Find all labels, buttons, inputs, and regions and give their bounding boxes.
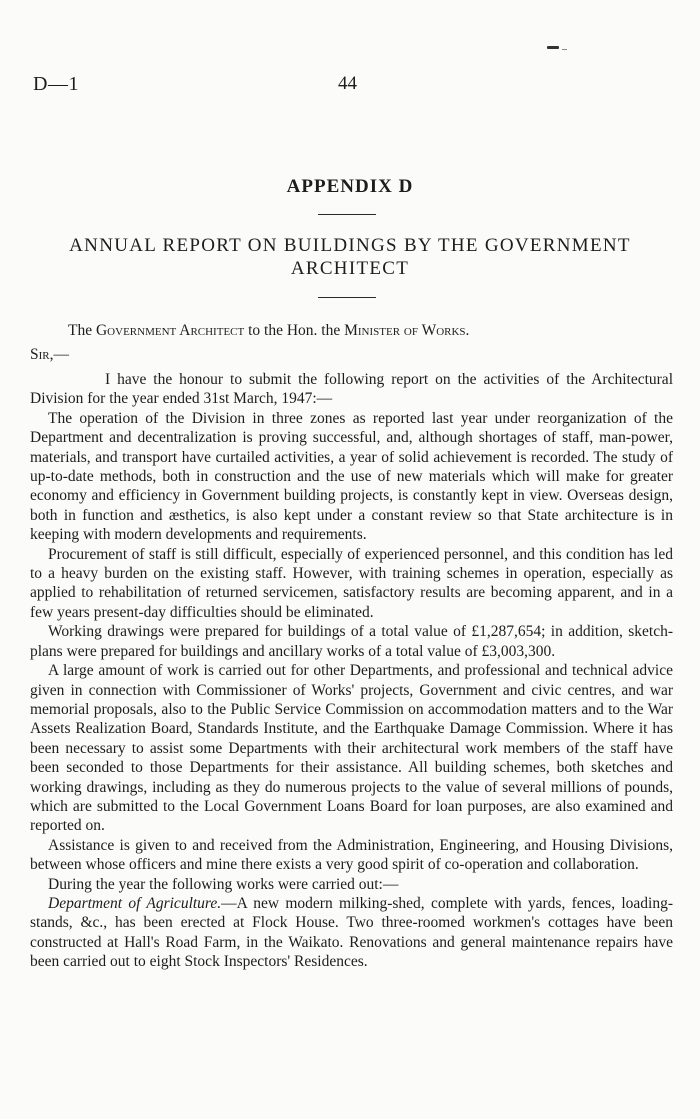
- address-recipient: Minister of Works: [344, 322, 466, 339]
- document-code: D—1: [33, 73, 79, 95]
- department-works: —A new modern milking-shed, complete with yards, fences, loading-stands, &c., has been erected at Flock House. Two three-roomed workmen's cottages have been constructed at Hall's Road Farm, in the Waikato. Renovations and general maintenance repairs have been carried out to eight Stock Inspectors' Residences.: [30, 894, 673, 971]
- paragraph-other-departments: A large amount of work is carried out for other Departments, and professional and technical advice given in connection with Commissioner of Works' projects, Government and civic centres, and war memorial proposals, also to the Public Service Commission on accommodation matters and to the War Assets Realization Board, Standards Institute, and the Earthquake Damage Commission. Where it has been necessary to assist some Departments with their architectural work members of the staff have been seconded to those Departments for their assistance. All building schemes, both sketches and working drawings, including as they do numerous projects to the value of several millions of pounds, which are submitted to the Local Government Loans Board for loan purposes, are also examined and reported on.: [30, 662, 673, 835]
- heading-rule-bottom: [318, 297, 376, 298]
- address-end: .: [465, 322, 470, 339]
- paragraph-operation: The operation of the Division in three zones as reported last year under reorganization of the Department and decentralization is proving successful, and, although shortages of staff, man-power, materials, and transport have curtailed activities, a year of solid achievement is recorded. The study of up-to-date methods, both in construction and the use of new materials which will make for greater economy and efficiency in Government building projects, is constantly kept in view. Overseas design, both in function and æsthetics, is also kept under a constant review so that State architecture is in keeping with modern developments and requirements.: [30, 409, 673, 544]
- report-body: [30, 370, 673, 972]
- page-number: 44: [338, 73, 357, 94]
- ink-speck: [547, 46, 559, 49]
- paragraph-intro: I have the honour to submit the following report on the activities of the Architectural Division for the year ended 31st March, 1947:—: [30, 371, 673, 408]
- department-name: Department of Agriculture.: [48, 894, 222, 912]
- ink-speck-small: [562, 49, 567, 50]
- appendix-heading: APPENDIX D: [286, 176, 414, 197]
- paragraph-works-intro: During the year the following works were carried out:—: [48, 875, 399, 893]
- address-line: [68, 322, 469, 340]
- salutation: Sir,—: [30, 346, 69, 363]
- report-title: ANNUAL REPORT ON BUILDINGS BY THE GOVERNMENT ARCHITECT: [69, 235, 631, 279]
- address-the: The: [68, 322, 93, 339]
- address-to-the: to the Hon. the: [248, 322, 341, 339]
- paragraph-assistance: Assistance is given to and received from the Administration, Engineering, and Housing Divisions, between whose officers and mine there exists a very good spirit of co-operation and collaboration.: [30, 836, 673, 874]
- paragraph-drawings: Working drawings were prepared for buildings of a total value of £1,287,654; in addition, sketch-plans were prepared for buildings and ancillary works of a total value of £3,003,300.: [30, 623, 673, 660]
- address-from: Government Architect: [95, 322, 245, 339]
- paragraph-staff: Procurement of staff is still difficult, especially of experienced personnel, and this condition has led to a heavy burden on the existing staff. However, with training schemes in operation, especially as applied to rehabilitation of returned servicemen, satisfactory results are becoming apparent, and in a few years present-day difficulties should be eliminated.: [30, 545, 673, 621]
- heading-rule-top: [318, 214, 376, 215]
- paragraph-agriculture: [30, 894, 673, 972]
